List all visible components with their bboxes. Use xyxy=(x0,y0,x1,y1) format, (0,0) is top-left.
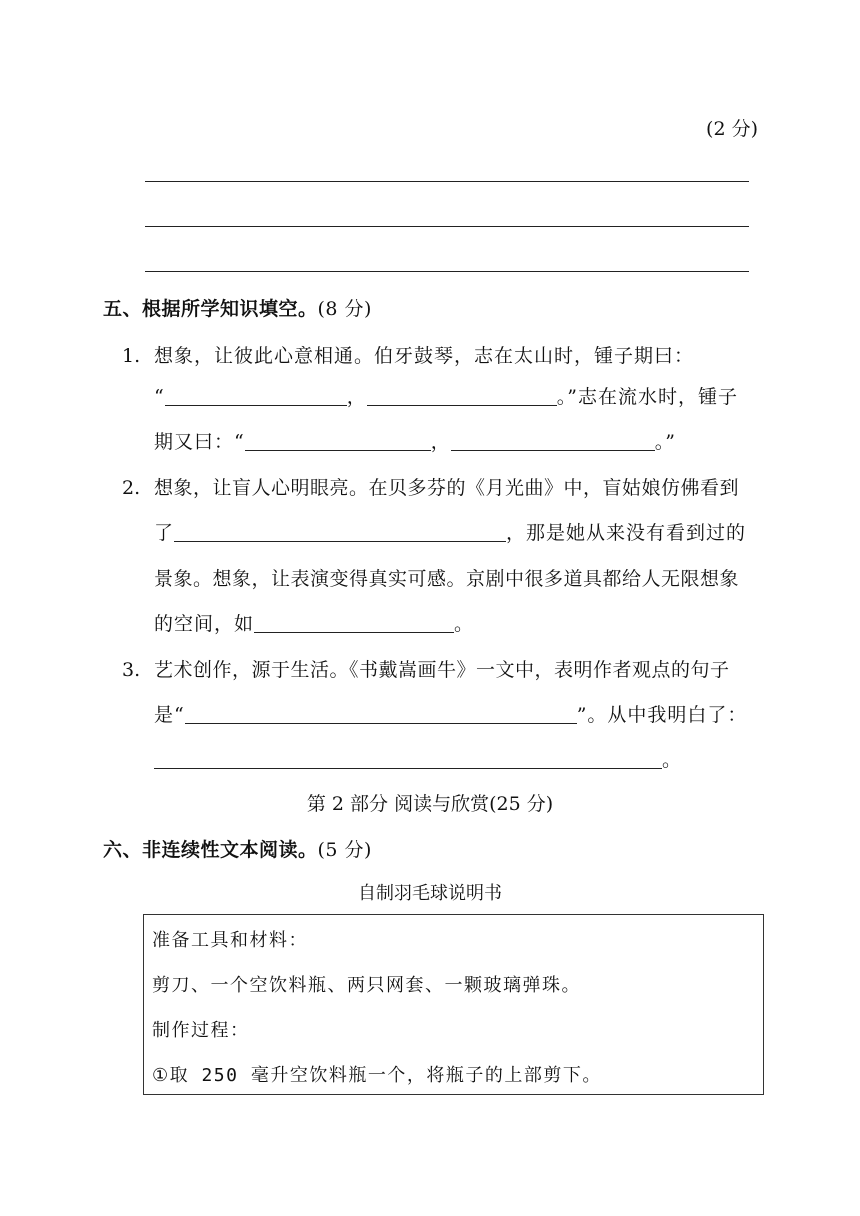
question-3-line-2 xyxy=(154,702,747,728)
answer-line[interactable] xyxy=(145,271,749,272)
line-tail: 。 xyxy=(662,749,683,771)
instructions-title: 自制羽毛球说明书 xyxy=(358,883,502,904)
fill-blank[interactable] xyxy=(165,385,347,406)
fill-blank[interactable] xyxy=(451,430,655,451)
question-3-line-3 xyxy=(154,747,682,773)
line-tail: ”。从中我明白了： xyxy=(576,704,748,726)
line-head: 了 xyxy=(154,522,175,544)
line-tail: 。”志在流水时，锺子 xyxy=(556,386,738,408)
comma: ， xyxy=(346,386,367,408)
section-5-heading xyxy=(103,296,372,322)
quote-open: “ xyxy=(154,386,165,408)
question-3-line-1: 艺术创作，源于生活。《书戴嵩画牛》一文中，表明作者观点的句子 xyxy=(154,659,730,681)
line-tail: 。 xyxy=(454,613,475,635)
question-2-line-4 xyxy=(154,611,474,637)
fill-blank[interactable] xyxy=(245,430,431,451)
question-2-line-1: 想象，让盲人心明眼亮。在贝多芬的《月光曲》中，盲姑娘仿佛看到 xyxy=(154,477,740,499)
fill-blank[interactable] xyxy=(367,385,557,406)
question-2-line-2 xyxy=(154,520,746,546)
answer-line[interactable] xyxy=(145,226,749,227)
section-6-heading xyxy=(103,837,372,863)
line-tail: ，那是她从来没有看到过的 xyxy=(506,522,747,544)
part-2-title: 第 2 部分 阅读与欣赏(25 分) xyxy=(306,793,554,815)
comma: ， xyxy=(430,431,451,453)
line-head: 是“ xyxy=(154,704,185,726)
line-head: 期又曰：“ xyxy=(154,431,245,453)
score-label: (2 分) xyxy=(706,118,758,140)
question-1-number: 1. xyxy=(122,345,141,367)
question-2-number: 2. xyxy=(122,477,141,499)
section-6-score: (5 分) xyxy=(317,839,372,861)
line-head: 的空间，如 xyxy=(154,613,255,635)
answer-line[interactable] xyxy=(145,181,749,182)
question-3-number: 3. xyxy=(122,659,141,681)
fill-blank[interactable] xyxy=(185,703,577,724)
fill-blank[interactable] xyxy=(174,521,506,542)
question-1-line-1: 想象，让彼此心意相通。伯牙鼓琴，志在太山时，锺子期曰： xyxy=(154,345,695,367)
question-1-line-2 xyxy=(154,384,738,410)
section-5-title: 五、根据所学知识填空。 xyxy=(103,298,318,320)
section-5-score: (8 分) xyxy=(317,298,372,320)
box-line: ①取 250 毫升空饮料瓶一个，将瓶子的上部剪下。 xyxy=(152,1065,602,1086)
question-1-line-3 xyxy=(154,429,676,455)
box-line: 制作过程： xyxy=(152,1020,250,1041)
box-line: 准备工具和材料： xyxy=(152,930,308,951)
section-6-title: 六、非连续性文本阅读。 xyxy=(103,839,318,861)
instructions-box xyxy=(143,914,764,1095)
fill-blank[interactable] xyxy=(154,748,662,769)
question-2-line-3: 景象。想象，让表演变得真实可感。京剧中很多道具都给人无限想象 xyxy=(154,568,740,590)
line-tail: 。” xyxy=(654,431,676,453)
fill-blank[interactable] xyxy=(254,612,454,633)
box-line: 剪刀、一个空饮料瓶、两只网套、一颗玻璃弹珠。 xyxy=(152,975,581,996)
